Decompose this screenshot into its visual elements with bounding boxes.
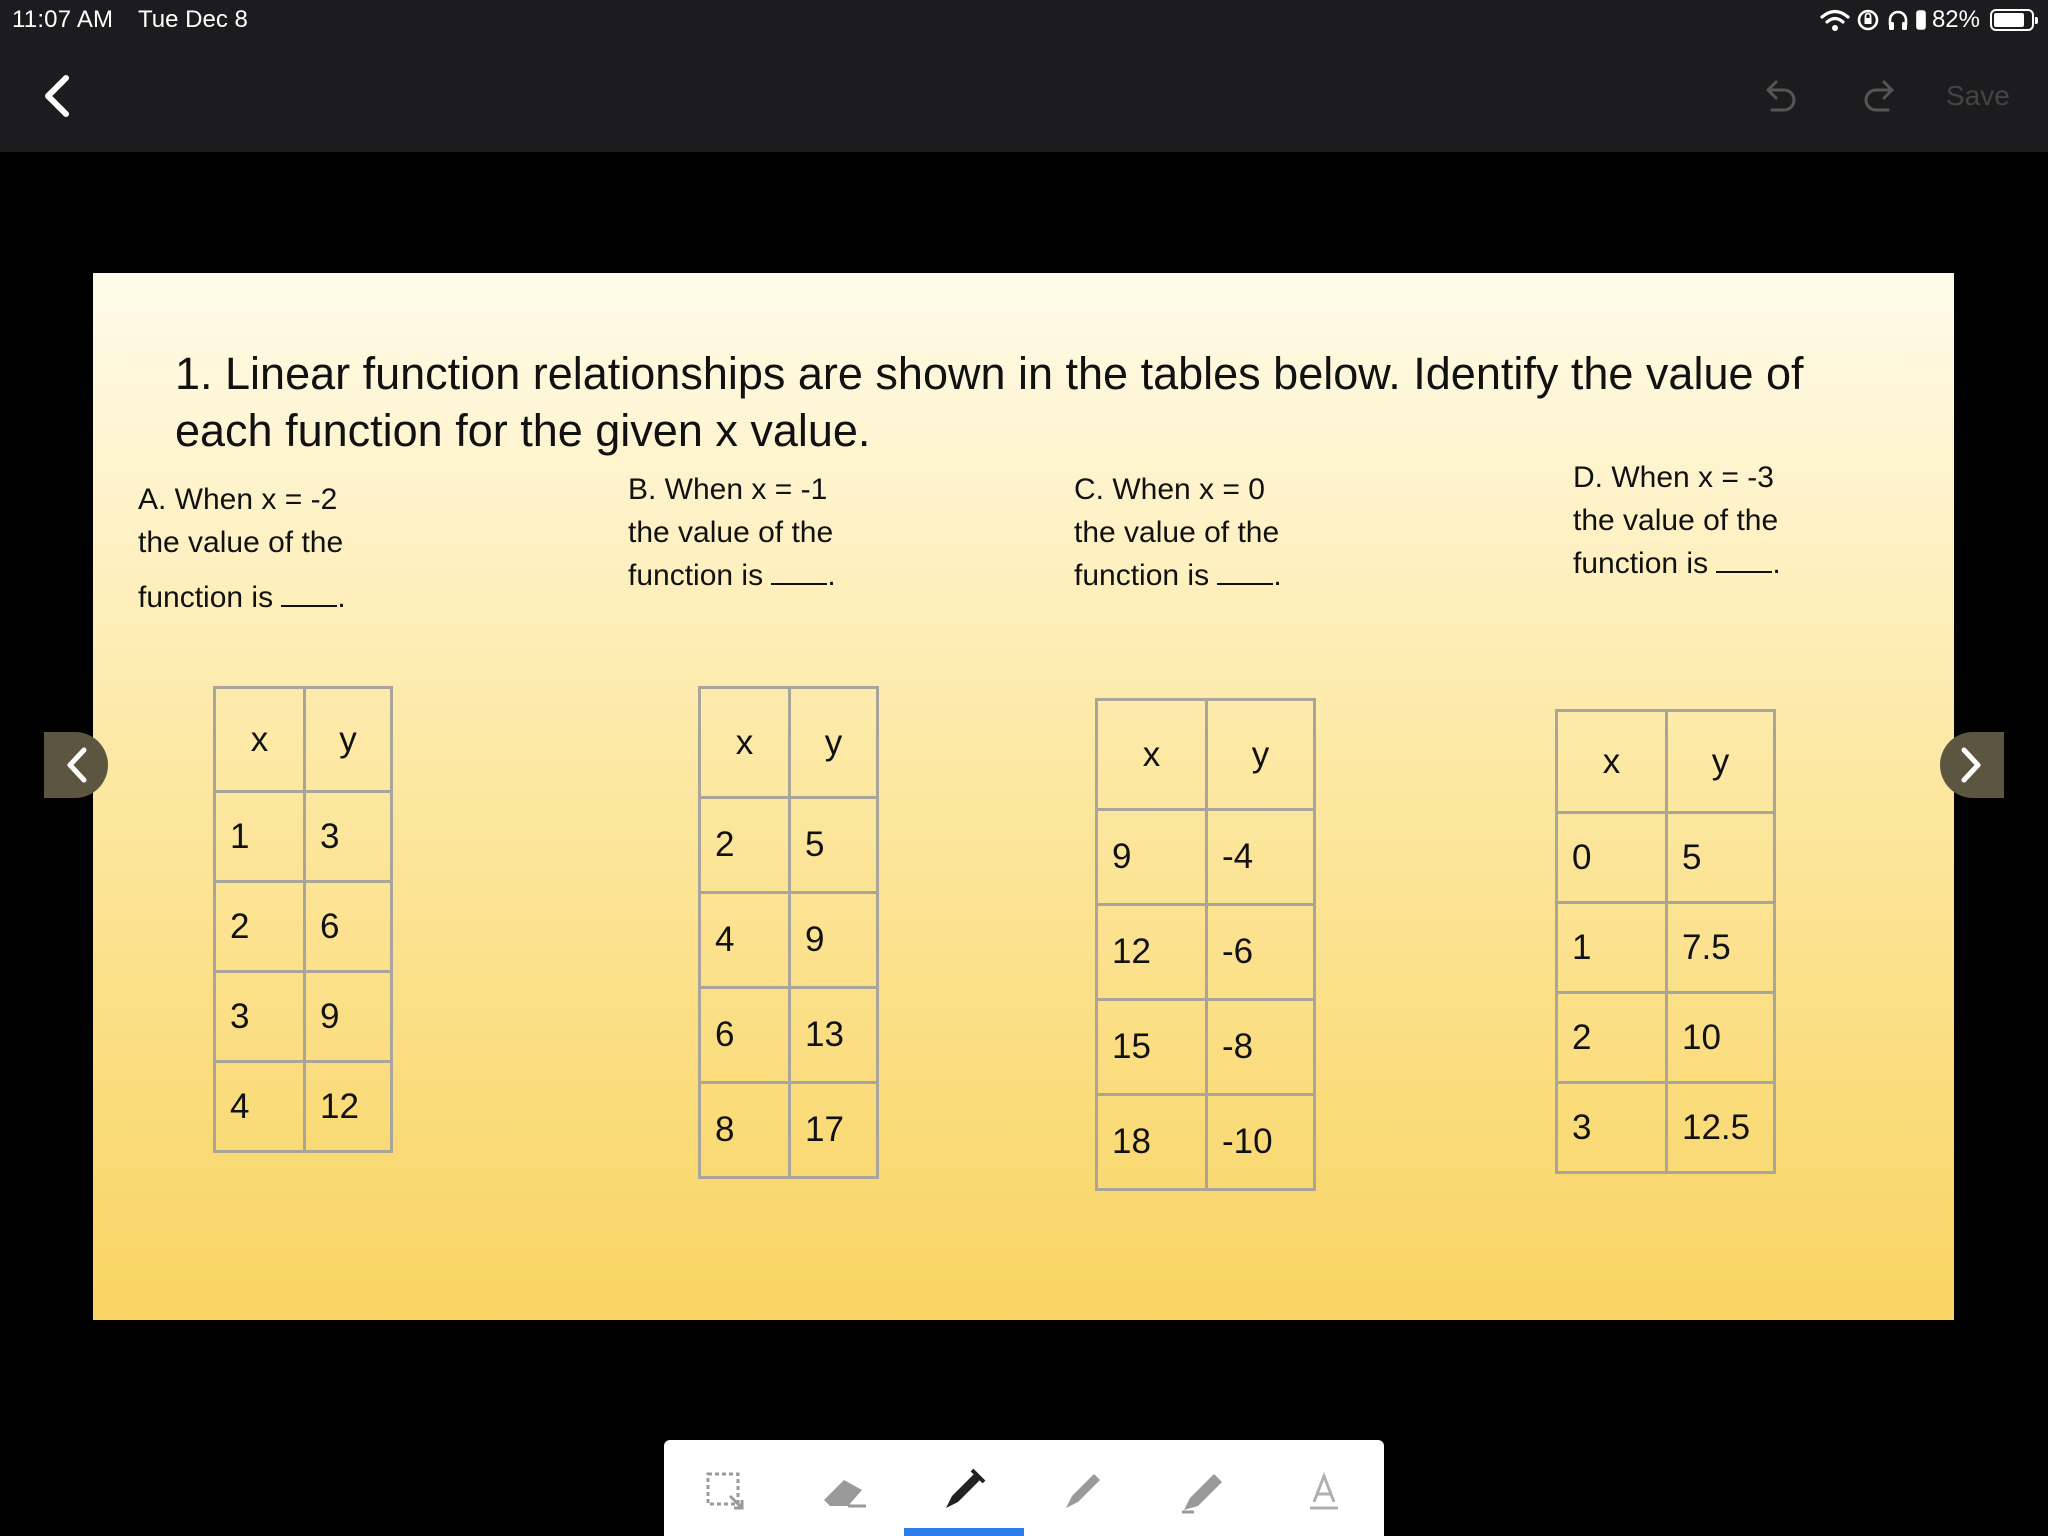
question-b-line-2: the value of the	[628, 516, 834, 549]
table-cell-x: 3	[1557, 1083, 1667, 1173]
table-cell-x: 1	[215, 792, 305, 882]
table-header-y: y	[790, 688, 878, 798]
table-d	[1555, 709, 1776, 1174]
redo-button[interactable]	[1856, 74, 1900, 118]
table-cell-y: -6	[1207, 905, 1315, 1000]
table-cell-x: 4	[215, 1062, 305, 1152]
question-b-line-3	[628, 554, 836, 597]
save-button[interactable]: Save	[1946, 76, 2036, 116]
table-cell-y: 6	[305, 882, 392, 972]
headphones-icon	[1886, 8, 1910, 32]
text-icon	[1294, 1460, 1354, 1520]
table-cell-y: -10	[1207, 1095, 1315, 1190]
question-a	[138, 478, 346, 619]
table-row	[1097, 1000, 1315, 1095]
status-indicators	[1820, 5, 2034, 35]
table-cell-x: 6	[700, 988, 790, 1083]
answer-blank-b	[771, 555, 827, 585]
table-a	[213, 686, 393, 1153]
wifi-icon	[1820, 8, 1850, 32]
pen-icon	[934, 1460, 994, 1520]
table-b	[698, 686, 879, 1179]
status-date: Tue Dec 8	[138, 6, 248, 33]
slide	[93, 273, 1954, 1320]
question-c-line-2: the value of the	[1074, 516, 1280, 549]
lasso-select-icon	[694, 1460, 754, 1520]
table-row	[700, 893, 878, 988]
marker-tool[interactable]	[1054, 1460, 1114, 1520]
question-c-line-1: C. When x = 0	[1074, 473, 1265, 506]
question-d	[1573, 456, 1781, 585]
previous-slide-button[interactable]	[44, 732, 108, 798]
battery-cap	[2035, 17, 2038, 24]
table-row	[215, 882, 392, 972]
table-row	[1557, 813, 1775, 903]
table-cell-x: 3	[215, 972, 305, 1062]
annotation-tool-palette	[664, 1440, 1384, 1536]
table-cell-y: 3	[305, 792, 392, 882]
slide-title	[175, 345, 1915, 459]
table-cell-x: 4	[700, 893, 790, 988]
orientation-lock-icon	[1856, 8, 1880, 32]
lasso-select-tool[interactable]	[694, 1460, 754, 1520]
answer-blank-a	[281, 577, 337, 607]
eraser-icon	[814, 1460, 874, 1520]
table-cell-y: 9	[790, 893, 878, 988]
battery-icon	[1990, 9, 2034, 31]
table-header-y: y	[305, 688, 392, 792]
table-row	[215, 1062, 392, 1152]
question-d-line-3-prefix: function is	[1573, 547, 1717, 580]
table-c	[1095, 698, 1316, 1191]
undo-icon	[1760, 74, 1804, 118]
table-cell-x: 15	[1097, 1000, 1207, 1095]
table-cell-x: 0	[1557, 813, 1667, 903]
table-cell-x: 8	[700, 1083, 790, 1178]
question-d-line-3-suffix: .	[1772, 547, 1781, 580]
table-header-x: x	[1557, 711, 1667, 813]
question-d-line-3	[1573, 542, 1781, 585]
table-cell-x: 12	[1097, 905, 1207, 1000]
table-cell-y: -8	[1207, 1000, 1315, 1095]
table-cell-y: 12.5	[1667, 1083, 1775, 1173]
table-header-x: x	[215, 688, 305, 792]
table-row	[1557, 1083, 1775, 1173]
battery-fill	[1994, 13, 2024, 27]
eraser-tool[interactable]	[814, 1460, 874, 1520]
back-button[interactable]	[36, 68, 80, 124]
table-cell-y: 13	[790, 988, 878, 1083]
question-a-line-2: the value of the	[138, 526, 344, 559]
table-cell-x: 1	[1557, 903, 1667, 993]
table-cell-y: 7.5	[1667, 903, 1775, 993]
question-b	[628, 468, 836, 597]
table-cell-x: 2	[1557, 993, 1667, 1083]
question-a-line-1: A. When x = -2	[138, 483, 338, 516]
table-cell-y: 9	[305, 972, 392, 1062]
table-row	[700, 798, 878, 893]
table-row	[1557, 993, 1775, 1083]
slide-title-line-2: each function for the given x value.	[175, 405, 871, 456]
table-cell-x: 9	[1097, 810, 1207, 905]
question-c	[1074, 468, 1282, 597]
slide-title-line-1: 1. Linear function relationships are shown in the tables below. Identify the value of	[175, 348, 1804, 399]
table-cell-y: 12	[305, 1062, 392, 1152]
table-header-y: y	[1207, 700, 1315, 810]
table-cell-x: 18	[1097, 1095, 1207, 1190]
question-c-line-3-suffix: .	[1273, 559, 1282, 592]
table-cell-y: 17	[790, 1083, 878, 1178]
selected-tool-indicator	[904, 1528, 1024, 1536]
undo-button[interactable]	[1760, 74, 1804, 118]
table-header-y: y	[1667, 711, 1775, 813]
answer-blank-c	[1217, 555, 1273, 585]
answer-blank-d	[1716, 543, 1772, 573]
table-row	[1097, 810, 1315, 905]
table-cell-x: 2	[215, 882, 305, 972]
question-a-line-3-suffix: .	[337, 581, 346, 614]
chevron-left-icon	[58, 744, 98, 786]
top-toolbar	[0, 40, 2048, 152]
table-cell-x: 2	[700, 798, 790, 893]
table-cell-y: 5	[790, 798, 878, 893]
chevron-right-icon	[1950, 744, 1990, 786]
question-a-line-3-prefix: function is	[138, 581, 282, 614]
table-header-row	[215, 688, 392, 792]
table-row	[1097, 905, 1315, 1000]
table-row	[700, 988, 878, 1083]
table-header-x: x	[1097, 700, 1207, 810]
chevron-left-icon	[36, 68, 80, 124]
question-c-line-3-prefix: function is	[1074, 559, 1218, 592]
question-d-line-2: the value of the	[1573, 504, 1779, 537]
table-row	[1557, 903, 1775, 993]
table-row	[215, 792, 392, 882]
question-d-line-1: D. When x = -3	[1573, 461, 1774, 494]
headphone-battery-icon	[1916, 9, 1926, 31]
highlighter-icon	[1174, 1460, 1234, 1520]
next-slide-button[interactable]	[1940, 732, 2004, 798]
question-b-line-3-prefix: function is	[628, 559, 772, 592]
pen-tool[interactable]	[934, 1460, 994, 1520]
table-cell-y: -4	[1207, 810, 1315, 905]
table-row	[700, 1083, 878, 1178]
table-row	[1097, 1095, 1315, 1190]
question-b-line-3-suffix: .	[827, 559, 836, 592]
table-header-x: x	[700, 688, 790, 798]
highlighter-tool[interactable]	[1174, 1460, 1234, 1520]
table-row	[215, 972, 392, 1062]
table-cell-y: 5	[1667, 813, 1775, 903]
question-b-line-1: B. When x = -1	[628, 473, 828, 506]
battery-percent: 82%	[1931, 6, 1980, 33]
table-cell-y: 10	[1667, 993, 1775, 1083]
redo-icon	[1856, 74, 1900, 118]
status-time: 11:07 AM	[12, 6, 114, 33]
table-header-row	[700, 688, 878, 798]
text-tool[interactable]	[1294, 1460, 1354, 1520]
marker-icon	[1054, 1460, 1114, 1520]
question-a-line-3	[138, 576, 346, 619]
question-c-line-3	[1074, 554, 1282, 597]
table-header-row	[1097, 700, 1315, 810]
status-bar	[0, 0, 2048, 40]
table-header-row	[1557, 711, 1775, 813]
